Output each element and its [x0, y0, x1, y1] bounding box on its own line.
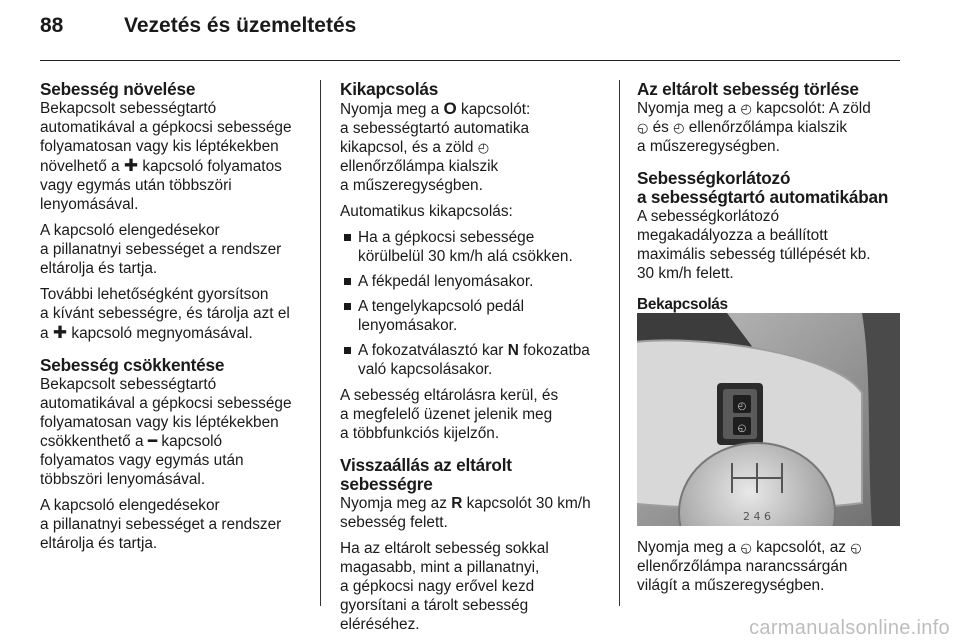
- text: és: [648, 119, 674, 136]
- text: Bekapcsolt sebességtartó automatikával a gépkocsi sebessége folyamatosan vagy kis léptékekben csökkenthető a: [40, 376, 292, 450]
- column-divider-1: [320, 80, 321, 606]
- cruise-control-icon: ◴: [673, 120, 685, 135]
- section-title-clear-speed: Az eltárolt sebesség törlése: [637, 79, 859, 99]
- header-rule: [40, 60, 900, 61]
- list-item: [340, 341, 602, 379]
- section-title-resume: Visszaállás az eltárolt sebességre: [340, 455, 512, 494]
- speed-limiter-icon: ◵: [740, 540, 752, 555]
- svg-text:◴: ◴: [737, 401, 747, 412]
- gear-digits: 2 4 6: [743, 510, 771, 523]
- cruise-control-icon: ◴: [477, 140, 490, 155]
- list-item: Ha a gépkocsi sebessége körülbelül 30 km/h alá csökken.: [340, 228, 602, 266]
- paragraph: Ha az eltárolt sebesség sokkal magasabb, mint a pillanatnyi, a gépkocsi nagy erővel kezd gyorsítani a tárolt sebesség eléréséhez.: [340, 540, 549, 633]
- paragraph: Automatikus kikapcsolás:: [340, 203, 513, 220]
- plus-icon: ✚: [52, 323, 68, 342]
- cruise-control-icon: ◴: [740, 101, 752, 116]
- list-item: A tengelykapcsoló pedál lenyomásakor.: [340, 297, 602, 335]
- plus-icon: ✚: [123, 156, 139, 175]
- text: ellenőrzőlámpa narancssárgán világít a műszeregységben.: [637, 558, 848, 594]
- speed-limiter-icon: ◵: [637, 120, 649, 135]
- page-title: Vezetés és üzemeltetés: [124, 14, 357, 37]
- column-3: [637, 80, 900, 314]
- text: kapcsolót, az: [751, 539, 851, 556]
- text: fokozatba való kapcsolásakor.: [358, 342, 590, 378]
- column-1: [40, 80, 302, 560]
- section-title-speed-decrease: Sebesség csökkentése: [40, 355, 225, 375]
- paragraph: A sebességkorlátozó megakadályozza a beállított maximális sebesség túllépését kb. 30 km/h felett.: [637, 208, 871, 282]
- text: Bekapcsolt sebességtartó automatikával a gépkocsi sebessége folyamatosan vagy kis léptékekben növelhető a: [40, 100, 292, 175]
- paragraph: A sebesség eltárolásra kerül, és a megfelelő üzenet jelenik meg a többfunkciós kijelzőn.: [340, 387, 559, 442]
- paragraph: A kapcsoló elengedésekor a pillanatnyi sebességet a rendszer eltárolja és tartja.: [40, 497, 282, 552]
- minus-icon: ━: [147, 433, 158, 450]
- switch-photo: [637, 313, 900, 526]
- text: kapcsolót: a sebességtartó automatika kikapcsol, és a zöld: [340, 101, 531, 156]
- column-2: [340, 80, 602, 641]
- text: Nyomja meg a: [637, 100, 741, 117]
- column-3-bottom: [637, 538, 900, 602]
- text: kapcsoló folyamatos vagy egymás után többszöri lenyomásával.: [40, 158, 282, 213]
- section-title-speed-increase: Sebesség növelése: [40, 79, 196, 99]
- speed-limiter-icon: ◵: [850, 540, 862, 555]
- text: További lehetőségként gyorsítson a kívánt sebességre, és tárolja azt el a: [40, 286, 290, 342]
- watermark: carmanualsonline.info: [749, 617, 950, 639]
- text: kapcsoló folyamatos vagy egymás után többszöri lenyomásával.: [40, 433, 244, 488]
- page-number: 88: [40, 14, 64, 37]
- page-header: [40, 14, 356, 38]
- text: kapcsolót 30 km/h sebesség felett.: [340, 495, 591, 531]
- auto-off-list: [340, 228, 602, 379]
- list-item: A fékpedál lenyomásakor.: [340, 272, 602, 291]
- text: A fokozatválasztó kar: [358, 342, 508, 359]
- subsection-title-switch-on: Bekapcsolás: [637, 296, 728, 313]
- paragraph: [40, 375, 302, 489]
- column-divider-2: [619, 80, 620, 606]
- text: Nyomja meg az: [340, 495, 452, 512]
- paragraph: [340, 494, 602, 532]
- resume-letter: R: [451, 495, 463, 512]
- text: kapcsolót: A zöld: [756, 100, 871, 117]
- text: ellenőrzőlámpa kialszik a műszeregységben.: [340, 158, 499, 194]
- paragraph: [340, 99, 602, 195]
- paragraph: [637, 99, 900, 156]
- section-title-speed-limiter: Sebességkorlátozó a sebességtartó automatikában: [637, 168, 889, 207]
- svg-text:◵: ◵: [737, 423, 747, 434]
- section-title-switch-off: Kikapcsolás: [340, 79, 439, 99]
- paragraph: A kapcsoló elengedésekor a pillanatnyi sebességet a rendszer eltárolja és tartja.: [40, 222, 282, 277]
- text: Nyomja meg a: [637, 539, 741, 556]
- gear-letter: N: [507, 342, 519, 359]
- paragraph: [40, 285, 302, 343]
- paragraph: [40, 99, 302, 214]
- text: Nyomja meg a: [340, 101, 444, 118]
- text: ellenőrzőlámpa kialszik a műszeregységben.: [637, 119, 848, 155]
- paragraph: [637, 538, 900, 595]
- circle-off-icon: O: [443, 99, 457, 118]
- text: kapcsoló megnyomásával.: [67, 325, 253, 342]
